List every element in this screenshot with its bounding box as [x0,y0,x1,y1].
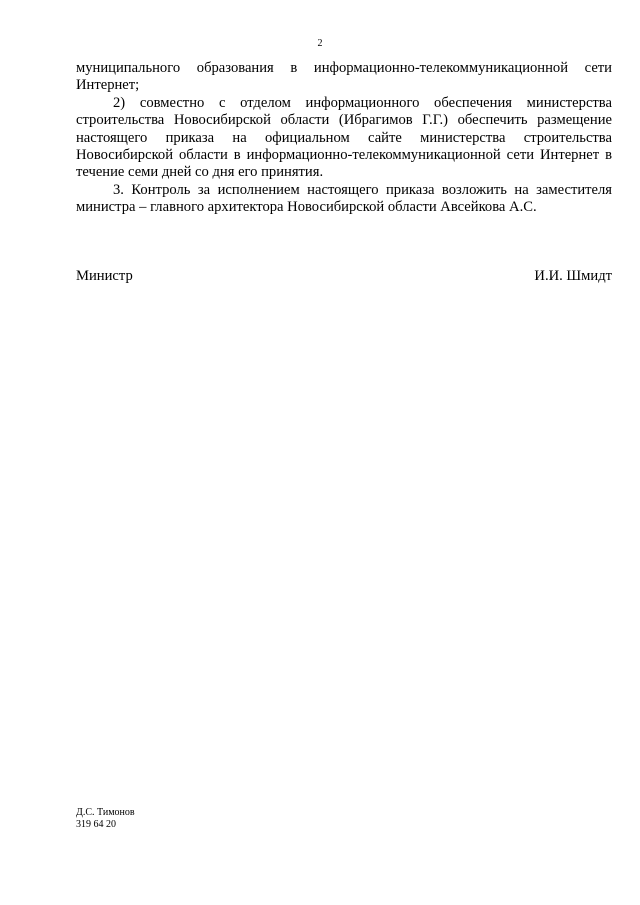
paragraph-item-2: 2) совместно с отделом информационного обеспечения министерства строительства Новосибирской области (Ибрагимов Г.Г.) обеспечить размещение настоящего приказа на официальном сайте министерства строительства Новосибирской области в информационно-телекоммуникационной сети Интернет в течение семи дней со дня его принятия. [76,94,612,181]
paragraph-continuation: муниципального образования в информационно-телекоммуникационной сети Интернет; [76,60,612,94]
executor-phone: 319 64 20 [76,818,116,830]
document-body [76,60,612,217]
signatory-name: И.И. Шмидт [534,268,612,284]
page-number: 2 [317,38,323,49]
paragraph-item-3: 3. Контроль за исполнением настоящего приказа возложить на заместителя министра – главного архитектора Новосибирской области Авсейкова А.С. [76,181,612,216]
executor-block [76,807,135,830]
signature-block [76,268,612,285]
signatory-position: Министр [76,268,133,284]
executor-name: Д.С. Тимонов [76,807,135,818]
